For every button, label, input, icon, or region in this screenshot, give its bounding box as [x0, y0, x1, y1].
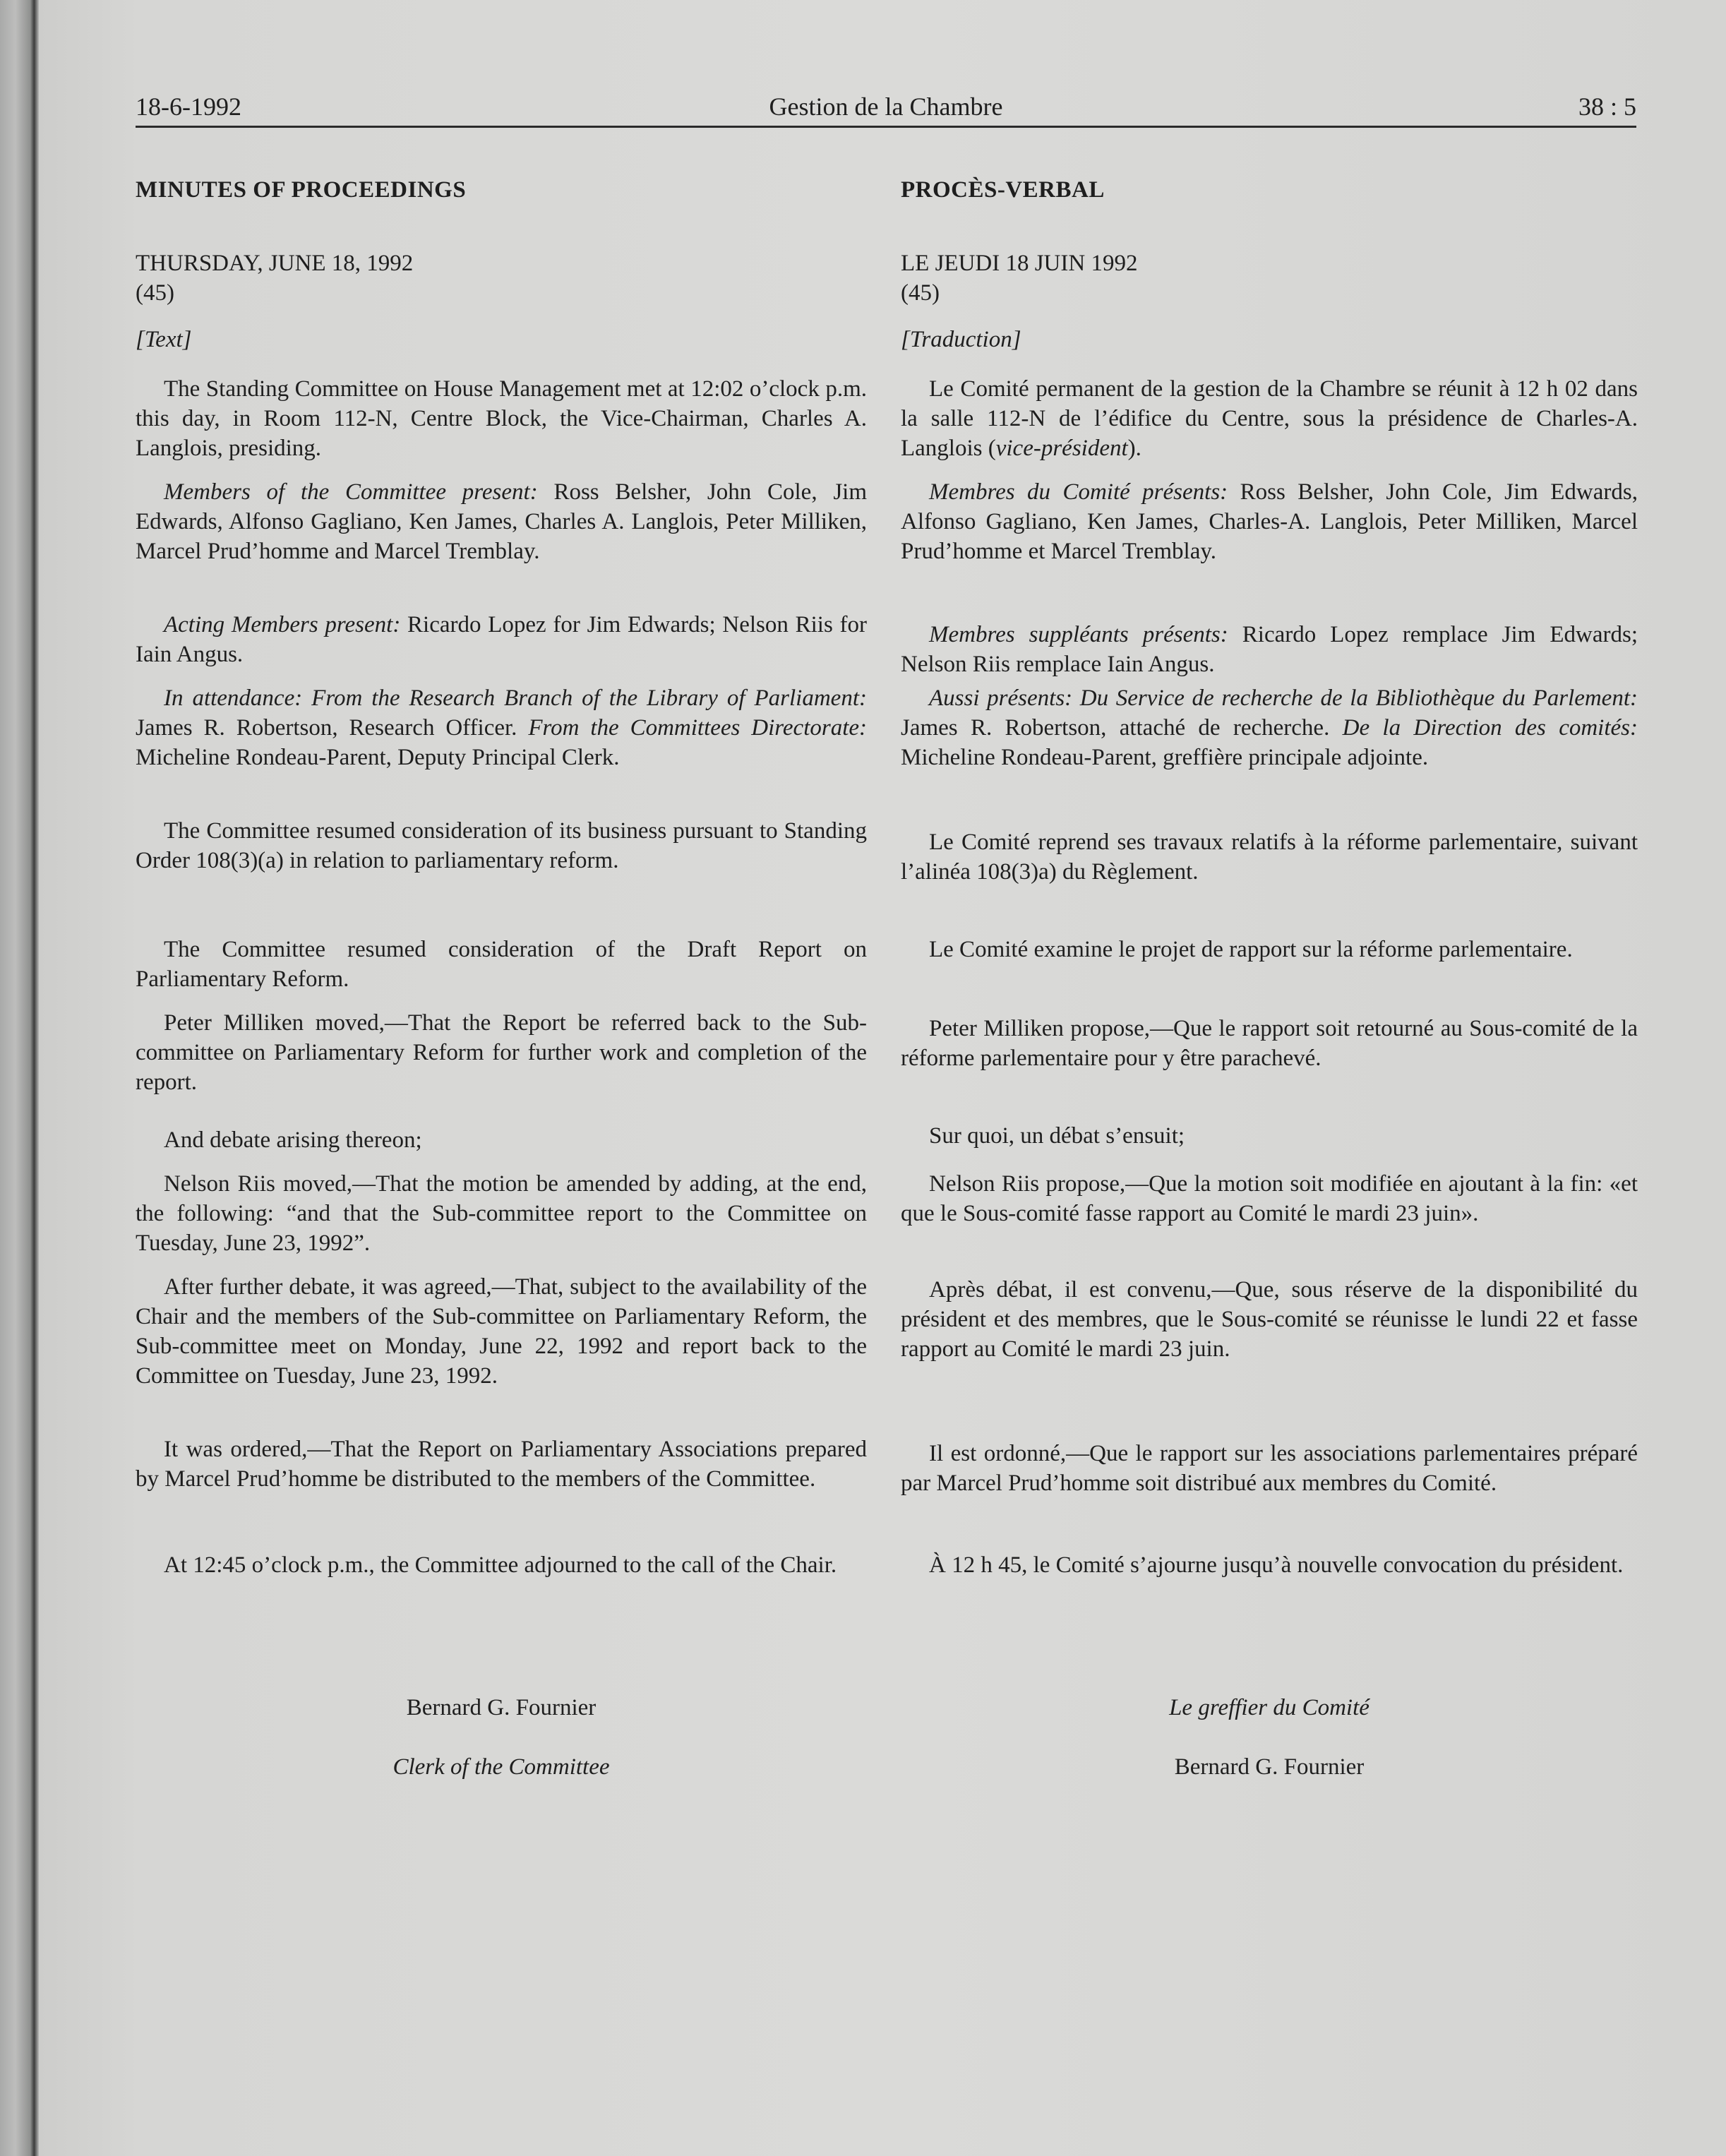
meeting-number: (45): [136, 280, 174, 306]
members-present: Members of the Committee present: Ross Belsher, John Cole, Jim Edwards, Alfonso Gagliano, Ken James, Charles A. Langlois, Peter Milliken, Marcel Prud’homme and Marcel Tremblay.: [136, 479, 868, 564]
page-binding-shadow: [0, 0, 39, 2156]
meeting-date: THURSDAY, JUNE 18, 1992: [136, 251, 414, 276]
riis-amendment: Nelson Riis moved,—That the motion be amended by adding, at the end, the following: “and that the Sub-committee report to the Committee on Tuesday, June 23, 1992”.: [136, 1171, 867, 1256]
header-title: Gestion de la Chambre: [769, 92, 1003, 121]
signature-title-fr: Le greffier du Comité: [1169, 1695, 1370, 1720]
adjournment-fr: À 12 h 45, le Comité s’ajourne jusqu’à nouvelle convocation du président.: [929, 1552, 1624, 1578]
in-attendance-fr: Aussi présents: Du Service de recherche de la Bibliothèque du Parlement: James R. Robertson, attaché de recherche. De la Direction des comités: Micheline Rondeau-Parent, greffière principale adjointe.: [901, 685, 1638, 770]
resumed-consideration: The Committee resumed consideration of its business pursuant to Standing Order 108(3)(a) in relation to parliamentary reform.: [136, 818, 867, 873]
signature-name-fr: Bernard G. Fournier: [1174, 1754, 1365, 1780]
adjournment: At 12:45 o’clock p.m., the Committee adjourned to the call of the Chair.: [164, 1552, 837, 1578]
resumed-consideration-fr: Le Comité reprend ses travaux relatifs à la réforme parlementaire, suivant l’alinéa 108(3)a) du Règlement.: [901, 830, 1638, 885]
signature-title: Clerk of the Committee: [392, 1754, 610, 1780]
milliken-motion-fr: Peter Milliken propose,—Que le rapport soit retourné au Sous-comité de la réforme parlementaire pour y être parachevé.: [901, 1016, 1638, 1071]
ordered-paragraph: It was ordered,—That the Report on Parliamentary Associations prepared by Marcel Prud’homme be distributed to the members of the Committee.: [136, 1437, 867, 1492]
opening-paragraph-fr: Le Comité permanent de la gestion de la Chambre se réunit à 12 h 02 dans la salle 112-N de l’édifice du Centre, sous la présidence de Charles-A. Langlois (vice-président).: [901, 376, 1638, 461]
proces-verbal-heading: PROCÈS-VERBAL: [901, 177, 1105, 203]
signature-name: Bernard G. Fournier: [406, 1695, 597, 1720]
header-page-number: 38 : 5: [1578, 92, 1636, 121]
opening-paragraph: The Standing Committee on House Management met at 12:02 o’clock p.m. this day, in Room 112-N, Centre Block, the Vice-Chairman, Charles A. Langlois, presiding.: [136, 376, 867, 461]
meeting-number-fr: (45): [901, 280, 940, 306]
running-header: [136, 89, 1636, 128]
in-attendance: In attendance: From the Research Branch of the Library of Parliament: James R. Robertson, Research Officer. From the Committees Directorate: Micheline Rondeau-Parent, Deputy Principal Clerk.: [136, 685, 868, 770]
ordered-paragraph-fr: Il est ordonné,—Que le rapport sur les associations parlementaires préparé par Marcel Prud’homme soit distribué aux membres du Comité.: [901, 1441, 1638, 1496]
draft-report-fr: Le Comité examine le projet de rapport sur la réforme parlementaire.: [929, 937, 1573, 962]
agreement-paragraph-fr: Après débat, il est convenu,—Que, sous réserve de la disponibilité du président et des membres, que le Sous-comité se réunisse le lundi 22 et fasse rapport au Comité le mardi 23 juin.: [901, 1277, 1638, 1362]
header-date: 18-6-1992: [136, 92, 241, 121]
debate-arising: And debate arising thereon;: [164, 1127, 422, 1153]
milliken-motion: Peter Milliken moved,—That the Report be referred back to the Sub-committee on Parliamentary Reform for further work and completion of the report.: [136, 1010, 867, 1095]
acting-members: Acting Members present: Ricardo Lopez for Jim Edwards; Nelson Riis for Iain Angus.: [136, 612, 867, 667]
members-present-fr: Membres du Comité présents: Ross Belsher, John Cole, Jim Edwards, Alfonso Gagliano, Ken James, Charles-A. Langlois, Peter Milliken, Marcel Prud’homme et Marcel Tremblay.: [901, 479, 1638, 564]
agreement-paragraph: After further debate, it was agreed,—That, subject to the availability of the Chair and the members of the Sub-committee on Parliamentary Reform, the Sub-committee meet on Monday, June 22, 1992 and report back to the Committee on Tuesday, June 23, 1992.: [136, 1274, 867, 1389]
minutes-heading: MINUTES OF PROCEEDINGS: [136, 177, 467, 203]
acting-members-fr: Membres suppléants présents: Ricardo Lopez remplace Jim Edwards; Nelson Riis remplace Iain Angus.: [901, 622, 1638, 677]
meeting-date-fr: LE JEUDI 18 JUIN 1992: [901, 251, 1138, 276]
text-note: [Text]: [136, 327, 192, 352]
draft-report: The Committee resumed consideration of the Draft Report on Parliamentary Reform.: [136, 937, 867, 992]
translation-note: [Traduction]: [901, 327, 1021, 352]
debate-arising-fr: Sur quoi, un débat s’ensuit;: [929, 1123, 1185, 1149]
riis-amendment-fr: Nelson Riis propose,—Que la motion soit modifiée en ajoutant à la fin: «et que le Sous-comité fasse rapport au Comité le mardi 23 juin».: [901, 1171, 1638, 1226]
